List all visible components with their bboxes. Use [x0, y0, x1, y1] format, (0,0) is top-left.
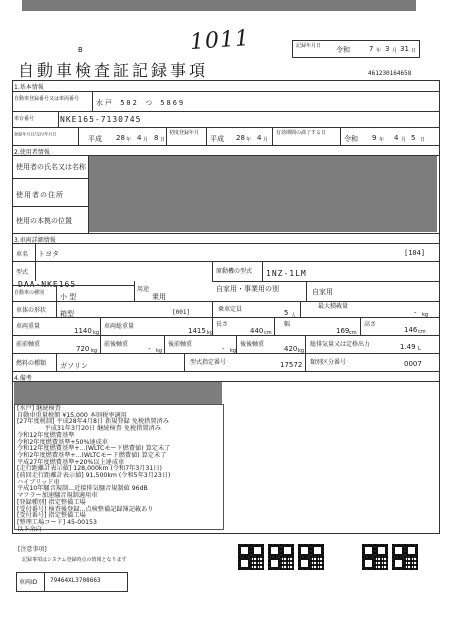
rear-rear-axle-label: 後後軸重 — [240, 341, 265, 348]
maker-value: トヨタ — [38, 250, 59, 258]
kind-value: 小 型 — [60, 293, 77, 301]
use-value: 乗用 — [152, 293, 166, 301]
first-reg-label: 登録年月日/交付年月日 — [14, 132, 57, 138]
model-value: DAA-NKE165 — [18, 280, 77, 289]
qr-code-5 — [392, 544, 418, 570]
rear-rear-axle-unit: kg — [298, 348, 305, 354]
remarks-line: [受付番号] 指定整備工場 — [17, 512, 86, 520]
record-date-year: 7 — [369, 45, 374, 53]
length-label: 長さ — [216, 321, 229, 328]
rear-front-axle-label: 後前軸重 — [168, 341, 193, 348]
vehicle-id-value: 79464XL3708663 — [50, 577, 101, 584]
mark-b: B — [78, 46, 83, 54]
front-front-axle-unit: kg — [91, 348, 98, 354]
width-label: 幅 — [284, 321, 291, 328]
first-reg-month: 4 — [137, 134, 142, 142]
remarks-line: 令和2年度燃費基準+...(WLTCモード燃費値) 算定未了 — [17, 451, 167, 459]
remarks-line: マフラー加速騒音規制適用車 — [17, 492, 98, 500]
remarks-line: [登録種別] 指定整備工場 — [17, 498, 86, 506]
fuel-value: ガソリン — [60, 362, 88, 370]
page-title: 自動車検査証記録事項 — [18, 61, 209, 80]
first-year-label: 初度登録年月 — [169, 130, 200, 136]
kind-label: 自動車の種別 — [14, 290, 45, 296]
width-unit: cm — [349, 330, 357, 336]
first-year-era: 平成 — [210, 135, 224, 143]
remarks-line: 令和2年度燃費基準+50%達成車 — [17, 438, 108, 446]
weight-label: 車両重量 — [16, 323, 41, 330]
gross-value: 1415 — [188, 327, 206, 335]
capacity-unit: 人 — [291, 313, 297, 319]
remarks-line: 平成31年3月20日 継続検査 免税措置済み — [17, 425, 161, 433]
length-unit: cm — [264, 330, 272, 336]
qr-code-2 — [268, 544, 294, 570]
remarks-line: [水戸] 継続検査 — [17, 405, 61, 412]
record-date-year-unit: 年 — [376, 48, 382, 54]
vehicle-id-label: 車両ID — [19, 579, 38, 586]
front-rear-axle-unit: kg — [156, 348, 163, 354]
first-reg-month-unit: 月 — [143, 137, 149, 143]
remarks-line: 令和12年度燃費基準 — [17, 431, 75, 439]
displacement-value: 1.49 — [400, 343, 416, 351]
owner-name-label: 使用者の氏名又は名称 — [16, 163, 86, 171]
owner-address-label: 使用者の住所 — [16, 191, 64, 199]
first-year-year-unit: 年 — [246, 137, 252, 143]
displacement-unit: L — [418, 346, 421, 352]
weight-unit: kg — [93, 330, 100, 336]
expiry-day: 5 — [411, 134, 416, 142]
first-reg-year-unit: 年 — [126, 137, 132, 143]
length-value: 440 — [250, 327, 264, 335]
handwritten-number: 1011 — [189, 25, 251, 56]
record-date-month: 3 — [385, 45, 390, 53]
rear-front-axle-unit: kg — [230, 348, 237, 354]
rear-front-axle-value: - — [222, 345, 225, 353]
notice-text: 記録事項はシステム登録時点の情報となります — [22, 557, 127, 563]
record-date-era: 令和 — [336, 46, 350, 54]
reg-number-value: 水戸 502 つ 5869 — [96, 99, 186, 107]
first-year-year: 28 — [236, 134, 245, 142]
header-redaction-bar — [22, 0, 416, 11]
gross-label: 車両総重量 — [104, 323, 135, 330]
purpose-label: 自家用・事業用の別 — [216, 285, 279, 293]
body-label: 車体の形状 — [16, 307, 47, 314]
class-number-value: 0007 — [404, 360, 422, 368]
model-label: 型式 — [16, 269, 29, 276]
record-date-day-unit: 日 — [411, 48, 417, 54]
front-front-axle-value: 720 — [76, 345, 90, 353]
load-label: 最大積載量 — [318, 303, 349, 310]
fuel-label: 燃料の種類 — [16, 360, 47, 367]
expiry-year: 9 — [372, 134, 377, 142]
remarks-line: 自動車重量税額 ¥15,000 本則税率適用 — [17, 411, 127, 419]
purpose-value: 自家用 — [312, 288, 333, 296]
type-number-value: 17572 — [280, 361, 303, 369]
chassis-label: 車台番号 — [14, 116, 35, 122]
record-date-day: 31 — [400, 45, 409, 53]
use-label: 用途 — [137, 286, 150, 293]
first-reg-day: 8 — [154, 134, 159, 142]
remarks-line: ハイブリッド車 — [17, 478, 60, 486]
front-rear-axle-label: 前後軸重 — [104, 341, 129, 348]
section-remarks-heading: 4.備考 — [14, 375, 32, 382]
body-code: [001] — [172, 309, 191, 316]
remarks-list — [17, 406, 221, 533]
engine-label: 原動機の型式 — [216, 268, 253, 275]
notice-heading: [注意事項] — [18, 546, 47, 553]
record-date-label: 記録年月日 — [296, 43, 322, 49]
chassis-value: NKE165-7130745 — [60, 115, 142, 124]
owner-base-label: 使用の本拠の位置 — [16, 217, 72, 225]
front-front-axle-label: 前前軸重 — [16, 341, 41, 348]
remarks-line: [前回走行距離計表示値] 91,500km (令和5年3月23日) — [17, 472, 171, 480]
expiry-era: 令和 — [344, 135, 358, 143]
capacity-label: 乗車定員 — [218, 306, 243, 313]
displacement-label: 総排気量又は定格出力 — [310, 341, 371, 348]
class-number-label: 類別区分番号 — [310, 359, 347, 366]
maker-label: 車名 — [16, 251, 29, 258]
load-unit: kg — [422, 312, 429, 318]
gross-unit: kg — [207, 330, 214, 336]
front-rear-axle-value: - — [148, 345, 151, 353]
section-vehicle-heading: 3.車両詳細情報 — [14, 237, 56, 244]
height-label: 高さ — [364, 321, 377, 328]
body-value: 箱型 — [60, 310, 74, 318]
expiry-month: 4 — [394, 134, 399, 142]
document-number: 461230164658 — [368, 70, 412, 77]
first-reg-era: 平成 — [88, 135, 102, 143]
qr-code-3 — [298, 544, 324, 570]
height-value: 146 — [404, 326, 418, 334]
remarks-line: [整理工場コード] 45-00153 — [17, 518, 97, 526]
section-owner-heading: 2.使用者情報 — [14, 149, 50, 156]
remarks-line: 令和12年度燃費基準+...(WLTCモード燃費値) 算定未了 — [17, 445, 171, 453]
first-year-month-unit: 月 — [263, 137, 269, 143]
expiry-day-unit: 日 — [420, 137, 426, 143]
rear-rear-axle-value: 420 — [284, 345, 298, 353]
expiry-label: 有効期間の満了する日 — [276, 130, 327, 136]
first-reg-day-unit: 日 — [160, 137, 166, 143]
engine-value: 1NZ-1LM — [266, 269, 307, 278]
first-reg-year: 28 — [116, 134, 125, 142]
remarks-line: [受付番号] 検査後登録...点検整備記録簿記載あり — [17, 505, 154, 513]
remarks-line: [27年度税制] 平成28年4月8日 新規登録 免税措置済み — [17, 418, 169, 426]
remarks-line: [走行距離計表示値] 128,000km (令和7年3月31日) — [17, 465, 162, 473]
record-date-month-unit: 月 — [392, 48, 398, 54]
capacity-value: 5 — [284, 309, 289, 317]
expiry-year-unit: 年 — [379, 137, 385, 143]
reg-number-label: 自動車登録番号又は車両番号 — [14, 96, 80, 102]
height-unit: cm — [418, 329, 426, 335]
qr-code-4 — [362, 544, 388, 570]
type-number-label: 型式指定番号 — [190, 359, 227, 366]
section-basic-heading: 1.基本情報 — [14, 84, 44, 91]
remarks-redaction — [14, 382, 222, 404]
owner-redaction — [89, 156, 437, 232]
weight-value: 1140 — [74, 327, 92, 335]
maker-code: [104] — [404, 249, 426, 257]
expiry-month-unit: 月 — [401, 137, 407, 143]
first-year-month: 4 — [257, 134, 262, 142]
load-value: - — [414, 309, 417, 317]
remarks-line: 平成10年騒音規制...近接排気騒音規制値 96dB — [17, 485, 148, 493]
qr-code-1 — [238, 544, 264, 570]
remarks-line: 平成27年度燃費基準+20%以上達成車 — [17, 458, 125, 466]
remarks-line: 以下余白 — [17, 525, 42, 533]
width-value: 169 — [336, 327, 350, 335]
